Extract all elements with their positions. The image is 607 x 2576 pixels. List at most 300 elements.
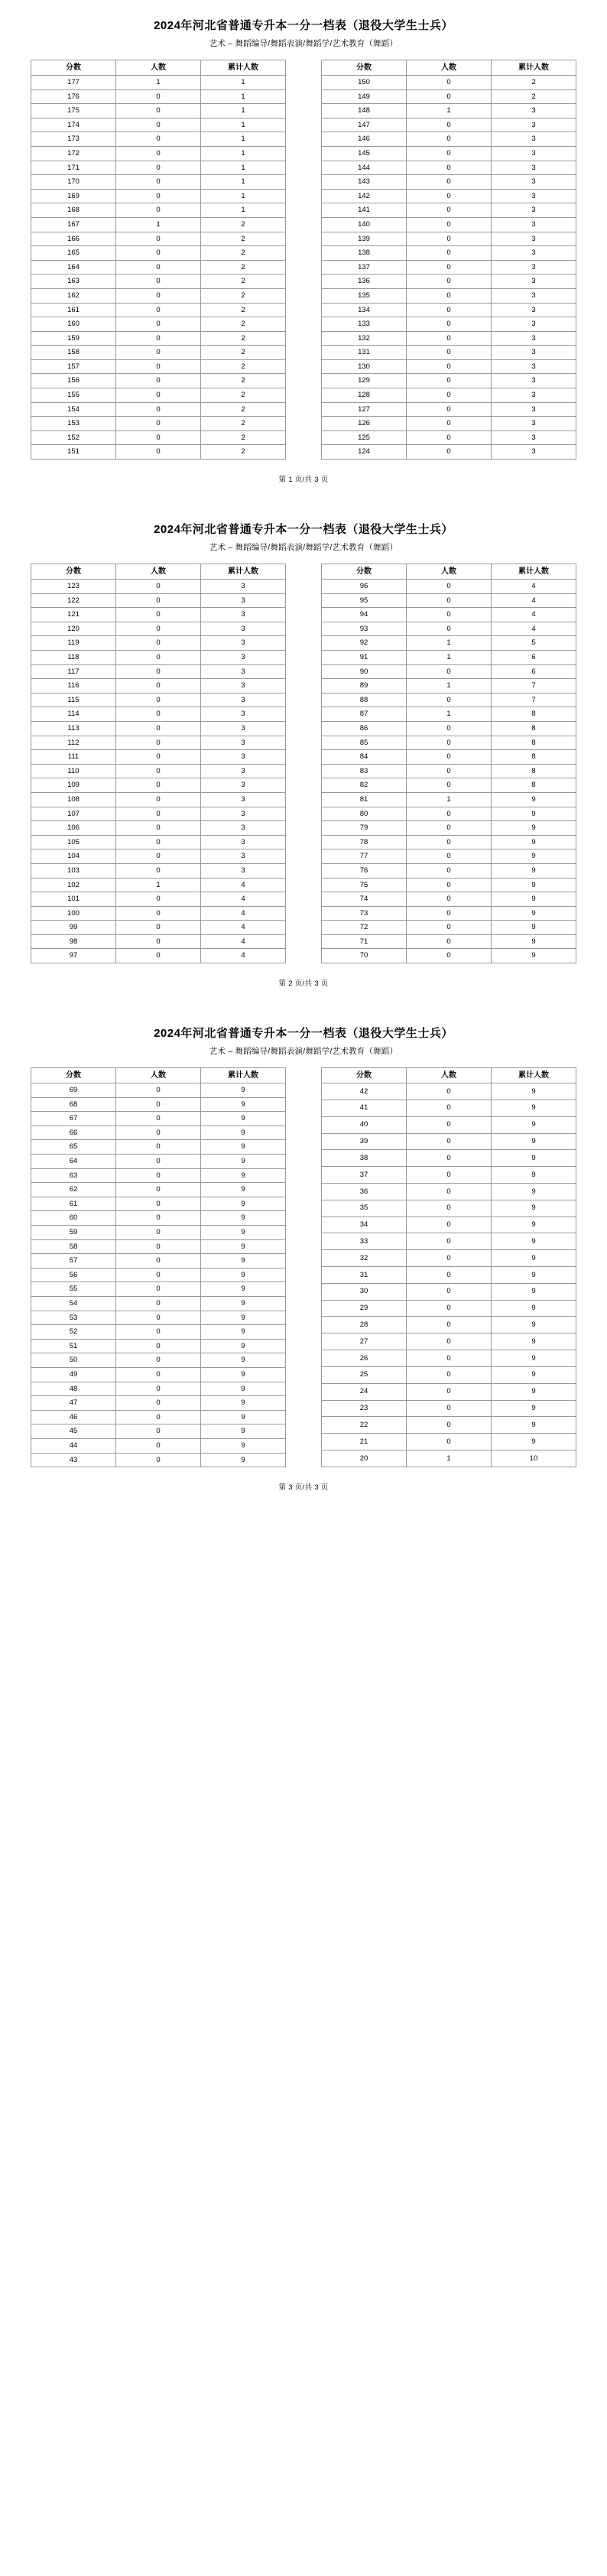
table-row xyxy=(31,417,286,431)
cell-count: 0 xyxy=(116,778,201,793)
cell-cumulative: 8 xyxy=(492,778,576,793)
cell-count: 1 xyxy=(407,636,492,651)
cell-score: 107 xyxy=(31,807,116,821)
cell-score: 126 xyxy=(322,417,407,431)
cell-count: 0 xyxy=(116,331,201,346)
page-footer: 第 3 页/共 3 页 xyxy=(278,1483,329,1493)
cell-score: 60 xyxy=(31,1211,116,1226)
cell-score: 138 xyxy=(322,246,407,261)
cell-count: 0 xyxy=(407,1400,492,1417)
cell-cumulative: 5 xyxy=(492,636,576,651)
cell-cumulative: 3 xyxy=(201,608,286,622)
cell-cumulative: 3 xyxy=(492,274,576,289)
cell-score: 152 xyxy=(31,430,116,445)
table-row xyxy=(31,1296,286,1311)
cell-count: 0 xyxy=(116,1424,201,1439)
cell-cumulative: 3 xyxy=(201,792,286,807)
cell-cumulative: 9 xyxy=(201,1311,286,1325)
cell-cumulative: 9 xyxy=(492,1116,576,1133)
document-page xyxy=(0,1008,607,1512)
cell-score: 136 xyxy=(322,274,407,289)
cell-score: 50 xyxy=(31,1353,116,1368)
table-row xyxy=(31,445,286,460)
table-row xyxy=(31,693,286,707)
cell-score: 64 xyxy=(31,1155,116,1169)
cell-cumulative: 1 xyxy=(201,189,286,203)
cell-count: 0 xyxy=(116,1239,201,1254)
cell-score: 132 xyxy=(322,331,407,346)
table-row xyxy=(322,1116,576,1133)
cell-count: 0 xyxy=(407,175,492,190)
cell-count: 0 xyxy=(116,1311,201,1325)
cell-count: 0 xyxy=(116,1197,201,1211)
table-row xyxy=(31,1097,286,1112)
cell-count: 0 xyxy=(407,821,492,836)
cell-count: 0 xyxy=(116,664,201,679)
cell-cumulative: 9 xyxy=(201,1097,286,1112)
cell-score: 73 xyxy=(322,906,407,921)
cell-cumulative: 3 xyxy=(492,317,576,332)
cell-cumulative: 9 xyxy=(492,1434,576,1450)
table-row xyxy=(31,608,286,622)
cell-score: 71 xyxy=(322,934,407,949)
cell-score: 166 xyxy=(31,232,116,246)
cell-cumulative: 3 xyxy=(492,189,576,203)
cell-cumulative: 2 xyxy=(201,374,286,388)
cell-count: 0 xyxy=(407,1183,492,1200)
cell-score: 139 xyxy=(322,232,407,246)
cell-score: 51 xyxy=(31,1339,116,1353)
cell-count: 0 xyxy=(407,359,492,374)
cell-score: 77 xyxy=(322,849,407,864)
cell-cumulative: 9 xyxy=(492,1333,576,1350)
cell-cumulative: 2 xyxy=(201,274,286,289)
cell-cumulative: 2 xyxy=(201,217,286,232)
cell-cumulative: 1 xyxy=(201,104,286,119)
cell-score: 174 xyxy=(31,118,116,132)
cell-score: 156 xyxy=(31,374,116,388)
table-row xyxy=(322,593,576,608)
cell-score: 53 xyxy=(31,1311,116,1325)
cell-cumulative: 6 xyxy=(492,651,576,665)
cell-score: 39 xyxy=(322,1133,407,1150)
cell-score: 27 xyxy=(322,1333,407,1350)
cell-cumulative: 3 xyxy=(201,821,286,836)
cell-cumulative: 8 xyxy=(492,707,576,722)
table-row xyxy=(322,203,576,218)
table-row xyxy=(322,402,576,417)
table-row xyxy=(31,764,286,778)
cell-count: 0 xyxy=(116,288,201,303)
table-row xyxy=(322,89,576,104)
cell-count: 0 xyxy=(116,260,201,274)
cell-score: 117 xyxy=(31,664,116,679)
cell-cumulative: 2 xyxy=(201,388,286,403)
score-table-left xyxy=(31,1067,286,1467)
table-row xyxy=(31,1311,286,1325)
cell-score: 133 xyxy=(322,317,407,332)
cell-cumulative: 9 xyxy=(201,1197,286,1211)
table-row xyxy=(322,1150,576,1167)
cell-score: 57 xyxy=(31,1254,116,1269)
cell-cumulative: 9 xyxy=(201,1183,286,1197)
cell-count: 0 xyxy=(407,1133,492,1150)
cell-score: 56 xyxy=(31,1268,116,1282)
cell-count: 0 xyxy=(407,764,492,778)
cell-cumulative: 9 xyxy=(492,807,576,821)
cell-count: 0 xyxy=(407,146,492,161)
table-row xyxy=(31,1083,286,1098)
cell-cumulative: 9 xyxy=(492,949,576,963)
score-table-right xyxy=(321,1067,576,1467)
cell-score: 160 xyxy=(31,317,116,332)
cell-cumulative: 9 xyxy=(201,1367,286,1382)
cell-score: 121 xyxy=(31,608,116,622)
cell-score: 97 xyxy=(31,949,116,963)
cell-cumulative: 9 xyxy=(201,1126,286,1140)
cell-cumulative: 9 xyxy=(492,892,576,907)
cell-score: 82 xyxy=(322,778,407,793)
cell-count: 0 xyxy=(116,445,201,460)
table-row xyxy=(322,274,576,289)
cell-score: 63 xyxy=(31,1168,116,1183)
cell-score: 168 xyxy=(31,203,116,218)
table-row xyxy=(322,636,576,651)
cell-count: 0 xyxy=(116,1353,201,1368)
cell-count: 0 xyxy=(116,1168,201,1183)
table-row xyxy=(322,303,576,317)
cell-count: 0 xyxy=(407,934,492,949)
cell-score: 154 xyxy=(31,402,116,417)
table-row xyxy=(31,580,286,594)
cell-cumulative: 3 xyxy=(492,104,576,119)
cell-cumulative: 3 xyxy=(492,203,576,218)
cell-cumulative: 9 xyxy=(201,1353,286,1368)
cell-score: 20 xyxy=(322,1450,407,1467)
cell-count: 0 xyxy=(116,1382,201,1396)
cell-cumulative: 3 xyxy=(201,849,286,864)
cell-cumulative: 9 xyxy=(492,1350,576,1367)
table-row xyxy=(31,1396,286,1411)
cell-cumulative: 9 xyxy=(492,849,576,864)
cell-score: 173 xyxy=(31,132,116,147)
cell-score: 87 xyxy=(322,707,407,722)
table-row xyxy=(31,203,286,218)
table-row xyxy=(322,1366,576,1383)
cell-score: 43 xyxy=(31,1453,116,1467)
cell-cumulative: 3 xyxy=(492,132,576,147)
cell-count: 0 xyxy=(116,1140,201,1155)
score-table-left xyxy=(31,60,286,460)
cell-cumulative: 9 xyxy=(201,1254,286,1269)
cell-score: 33 xyxy=(322,1233,407,1250)
cell-score: 102 xyxy=(31,878,116,892)
cell-score: 103 xyxy=(31,863,116,878)
cell-score: 164 xyxy=(31,260,116,274)
table-row xyxy=(31,1339,286,1353)
cell-count: 0 xyxy=(116,274,201,289)
cell-count: 1 xyxy=(407,707,492,722)
cell-cumulative: 9 xyxy=(492,1083,576,1100)
cell-cumulative: 9 xyxy=(492,1417,576,1434)
table-row xyxy=(322,417,576,431)
cell-score: 147 xyxy=(322,118,407,132)
table-row xyxy=(31,303,286,317)
table-header-row xyxy=(31,564,286,580)
cell-score: 44 xyxy=(31,1438,116,1453)
cell-cumulative: 1 xyxy=(201,118,286,132)
cell-count: 0 xyxy=(116,317,201,332)
cell-count: 0 xyxy=(116,1226,201,1240)
cell-count: 0 xyxy=(116,580,201,594)
table-row xyxy=(31,863,286,878)
table-row xyxy=(31,1453,286,1467)
cell-score: 146 xyxy=(322,132,407,147)
column-header-cumulative: 累计人数 xyxy=(201,1068,286,1083)
cell-count: 0 xyxy=(116,1097,201,1112)
cell-count: 0 xyxy=(116,1339,201,1353)
cell-score: 42 xyxy=(322,1083,407,1100)
cell-count: 1 xyxy=(116,76,201,90)
cell-score: 55 xyxy=(31,1282,116,1297)
cell-count: 0 xyxy=(407,246,492,261)
cell-cumulative: 9 xyxy=(201,1268,286,1282)
cell-score: 25 xyxy=(322,1366,407,1383)
table-row xyxy=(322,246,576,261)
cell-count: 0 xyxy=(116,1282,201,1297)
cell-score: 46 xyxy=(31,1410,116,1424)
table-row xyxy=(31,1126,286,1140)
cell-count: 0 xyxy=(116,89,201,104)
page-footer: 第 1 页/共 3 页 xyxy=(278,476,329,485)
cell-cumulative: 2 xyxy=(201,331,286,346)
cell-score: 96 xyxy=(322,580,407,594)
cell-count: 0 xyxy=(407,849,492,864)
cell-count: 0 xyxy=(116,906,201,921)
cell-score: 48 xyxy=(31,1382,116,1396)
cell-count: 0 xyxy=(116,203,201,218)
cell-score: 30 xyxy=(322,1283,407,1300)
table-header-row xyxy=(322,564,576,580)
cell-cumulative: 3 xyxy=(492,260,576,274)
table-row xyxy=(322,346,576,360)
cell-count: 0 xyxy=(407,189,492,203)
table-row xyxy=(322,1300,576,1317)
cell-cumulative: 3 xyxy=(492,417,576,431)
cell-count: 0 xyxy=(116,417,201,431)
column-header-score: 分数 xyxy=(31,564,116,580)
cell-count: 0 xyxy=(407,1317,492,1333)
cell-cumulative: 3 xyxy=(201,580,286,594)
table-row xyxy=(322,1434,576,1450)
cell-count: 0 xyxy=(116,1410,201,1424)
table-row xyxy=(31,736,286,750)
cell-score: 135 xyxy=(322,288,407,303)
table-row xyxy=(31,146,286,161)
table-row xyxy=(322,664,576,679)
cell-cumulative: 4 xyxy=(201,949,286,963)
table-row xyxy=(322,260,576,274)
table-row xyxy=(322,1100,576,1116)
table-row xyxy=(31,1410,286,1424)
cell-count: 0 xyxy=(116,1083,201,1098)
table-row xyxy=(322,217,576,232)
cell-cumulative: 1 xyxy=(201,203,286,218)
column-header-count: 人数 xyxy=(407,564,492,580)
cell-score: 61 xyxy=(31,1197,116,1211)
cell-cumulative: 3 xyxy=(201,721,286,736)
cell-score: 76 xyxy=(322,863,407,878)
cell-count: 0 xyxy=(116,835,201,849)
table-row xyxy=(31,388,286,403)
table-row xyxy=(322,1383,576,1400)
table-row xyxy=(31,651,286,665)
cell-cumulative: 2 xyxy=(492,76,576,90)
cell-score: 28 xyxy=(322,1317,407,1333)
cell-count: 0 xyxy=(116,921,201,935)
table-row xyxy=(31,1382,286,1396)
cell-count: 0 xyxy=(407,1383,492,1400)
cell-cumulative: 3 xyxy=(492,217,576,232)
cell-count: 0 xyxy=(116,750,201,765)
cell-cumulative: 2 xyxy=(492,89,576,104)
cell-score: 116 xyxy=(31,679,116,694)
cell-cumulative: 3 xyxy=(492,303,576,317)
cell-count: 0 xyxy=(407,1417,492,1434)
cell-count: 0 xyxy=(116,132,201,147)
table-row xyxy=(31,679,286,694)
cell-count: 0 xyxy=(407,232,492,246)
table-row xyxy=(322,835,576,849)
table-row xyxy=(322,317,576,332)
cell-count: 0 xyxy=(116,821,201,836)
cell-cumulative: 9 xyxy=(492,921,576,935)
cell-count: 0 xyxy=(407,417,492,431)
cell-cumulative: 3 xyxy=(201,778,286,793)
cell-cumulative: 6 xyxy=(492,664,576,679)
cell-score: 123 xyxy=(31,580,116,594)
cell-cumulative: 9 xyxy=(492,1267,576,1284)
cell-cumulative: 9 xyxy=(492,1150,576,1167)
table-row xyxy=(322,1217,576,1233)
cell-cumulative: 9 xyxy=(492,934,576,949)
table-row xyxy=(322,622,576,636)
cell-cumulative: 2 xyxy=(201,232,286,246)
cell-score: 36 xyxy=(322,1183,407,1200)
cell-cumulative: 2 xyxy=(201,430,286,445)
cell-count: 0 xyxy=(116,1268,201,1282)
cell-score: 59 xyxy=(31,1226,116,1240)
table-row xyxy=(322,331,576,346)
cell-count: 0 xyxy=(116,849,201,864)
cell-score: 140 xyxy=(322,217,407,232)
cell-score: 143 xyxy=(322,175,407,190)
cell-score: 115 xyxy=(31,693,116,707)
cell-score: 69 xyxy=(31,1083,116,1098)
cell-count: 0 xyxy=(116,402,201,417)
cell-count: 0 xyxy=(116,934,201,949)
table-row xyxy=(31,1282,286,1297)
cell-cumulative: 9 xyxy=(492,1250,576,1267)
table-row xyxy=(322,764,576,778)
table-row xyxy=(31,346,286,360)
cell-score: 84 xyxy=(322,750,407,765)
table-row xyxy=(31,331,286,346)
table-row xyxy=(322,580,576,594)
cell-count: 0 xyxy=(407,331,492,346)
cell-cumulative: 3 xyxy=(201,707,286,722)
cell-count: 0 xyxy=(116,1155,201,1169)
cell-count: 0 xyxy=(116,1254,201,1269)
cell-count: 0 xyxy=(407,445,492,460)
table-row xyxy=(31,1367,286,1382)
table-row xyxy=(31,1140,286,1155)
cell-score: 23 xyxy=(322,1400,407,1417)
cell-count: 0 xyxy=(116,1126,201,1140)
cell-count: 0 xyxy=(407,1434,492,1450)
cell-score: 167 xyxy=(31,217,116,232)
cell-score: 35 xyxy=(322,1200,407,1217)
cell-score: 145 xyxy=(322,146,407,161)
cell-count: 0 xyxy=(407,89,492,104)
cell-count: 0 xyxy=(116,374,201,388)
cell-count: 0 xyxy=(116,651,201,665)
cell-cumulative: 9 xyxy=(492,1217,576,1233)
table-row xyxy=(322,175,576,190)
cell-cumulative: 9 xyxy=(201,1155,286,1169)
cell-score: 109 xyxy=(31,778,116,793)
table-row xyxy=(31,934,286,949)
cell-score: 34 xyxy=(322,1217,407,1233)
column-header-score: 分数 xyxy=(322,564,407,580)
table-row xyxy=(31,721,286,736)
cell-score: 49 xyxy=(31,1367,116,1382)
table-row xyxy=(322,146,576,161)
cell-score: 172 xyxy=(31,146,116,161)
cell-score: 37 xyxy=(322,1167,407,1184)
page-subtitle: 艺术 – 舞蹈编导/舞蹈表演/舞蹈学/艺术教育（舞蹈） xyxy=(209,39,398,48)
table-row xyxy=(31,778,286,793)
cell-count: 0 xyxy=(407,693,492,707)
table-row xyxy=(31,593,286,608)
cell-cumulative: 4 xyxy=(492,580,576,594)
cell-count: 1 xyxy=(407,104,492,119)
cell-score: 128 xyxy=(322,388,407,403)
cell-score: 134 xyxy=(322,303,407,317)
cell-count: 0 xyxy=(407,878,492,892)
cell-cumulative: 7 xyxy=(492,679,576,694)
cell-cumulative: 2 xyxy=(201,417,286,431)
cell-score: 149 xyxy=(322,89,407,104)
cell-count: 0 xyxy=(407,1333,492,1350)
cell-score: 29 xyxy=(322,1300,407,1317)
table-row xyxy=(322,1267,576,1284)
cell-cumulative: 2 xyxy=(201,402,286,417)
cell-score: 98 xyxy=(31,934,116,949)
cell-cumulative: 3 xyxy=(201,736,286,750)
page-subtitle: 艺术 – 舞蹈编导/舞蹈表演/舞蹈学/艺术教育（舞蹈） xyxy=(209,543,398,553)
cell-count: 0 xyxy=(407,1150,492,1167)
table-row xyxy=(322,1233,576,1250)
table-row xyxy=(31,949,286,963)
cell-score: 41 xyxy=(322,1100,407,1116)
cell-count: 0 xyxy=(407,807,492,821)
table-row xyxy=(322,1133,576,1150)
score-table-left xyxy=(31,564,286,963)
table-row xyxy=(31,807,286,821)
cell-count: 0 xyxy=(407,1366,492,1383)
column-header-cumulative: 累计人数 xyxy=(492,60,576,76)
